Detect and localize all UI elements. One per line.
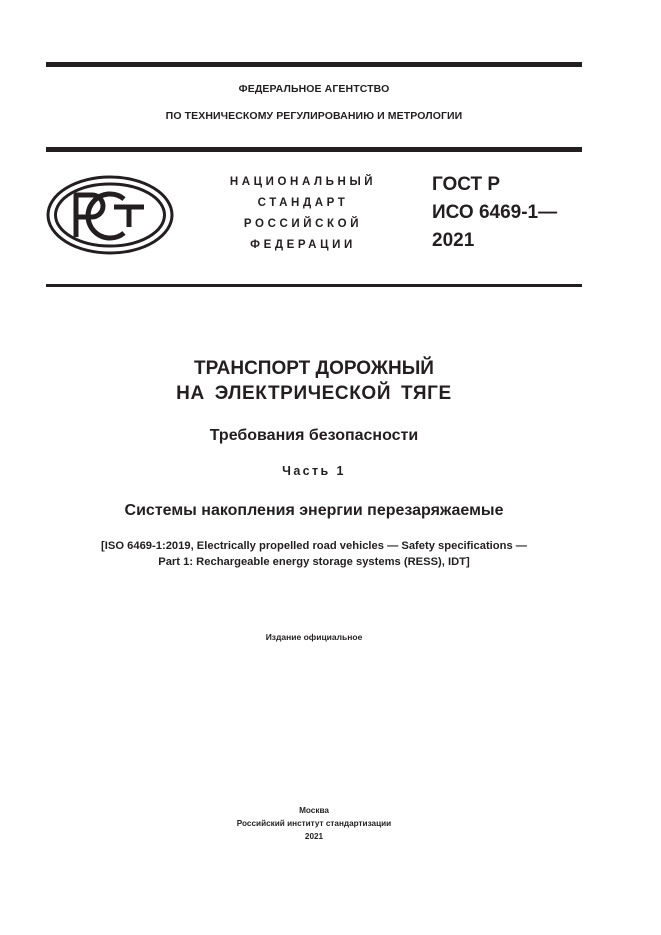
part-title: Системы накопления энергии перезаряжаемые [124, 502, 504, 519]
agency-name-line1: ФЕДЕРАЛЬНОЕ АГЕНТСТВО [238, 83, 390, 95]
national-standard-line2: СТАНДАРТ [257, 197, 349, 209]
rst-logo [46, 175, 174, 255]
header-rule [46, 147, 582, 152]
edition-label: Издание официальное [265, 632, 363, 642]
document-subtitle: Требования безопасности [209, 427, 419, 444]
title-block-rule [46, 284, 582, 287]
iso-reference-line2: Part 1: Rechargeable energy storage systems (RESS), IDT] [158, 556, 470, 568]
imprint [46, 804, 582, 843]
national-standard-line1: НАЦИОНАЛЬНЫЙ [229, 176, 377, 188]
standard-designation [432, 171, 557, 255]
iso-reference-line1: [ISO 6469-1:2019, Electrically propelled road vehicles — Safety specifications — [101, 540, 527, 552]
designation-line3: 2021 [432, 230, 475, 251]
imprint-city: Москва [299, 806, 329, 815]
part-label: Часть 1 [282, 464, 346, 478]
imprint-publisher: Российский институт стандартизации [236, 819, 392, 828]
national-standard-line4: ФЕДЕРАЦИИ [250, 239, 356, 251]
title-line1: ТРАНСПОРТ ДОРОЖНЫЙ [194, 358, 434, 379]
title-line2: НА ЭЛЕКТРИЧЕСКОЙ ТЯГЕ [176, 383, 452, 404]
national-standard-line3: РОССИЙСКОЙ [243, 218, 363, 230]
iso-reference [46, 538, 582, 570]
designation-line2: ИСО 6469-1— [432, 202, 558, 223]
top-rule [46, 62, 582, 67]
document-title [46, 356, 582, 406]
agency-name-line2: ПО ТЕХНИЧЕСКОМУ РЕГУЛИРОВАНИЮ И МЕТРОЛОГИИ [165, 110, 463, 122]
national-standard-label [210, 172, 396, 256]
imprint-year: 2021 [304, 832, 324, 841]
designation-line1: ГОСТ Р [432, 174, 501, 195]
